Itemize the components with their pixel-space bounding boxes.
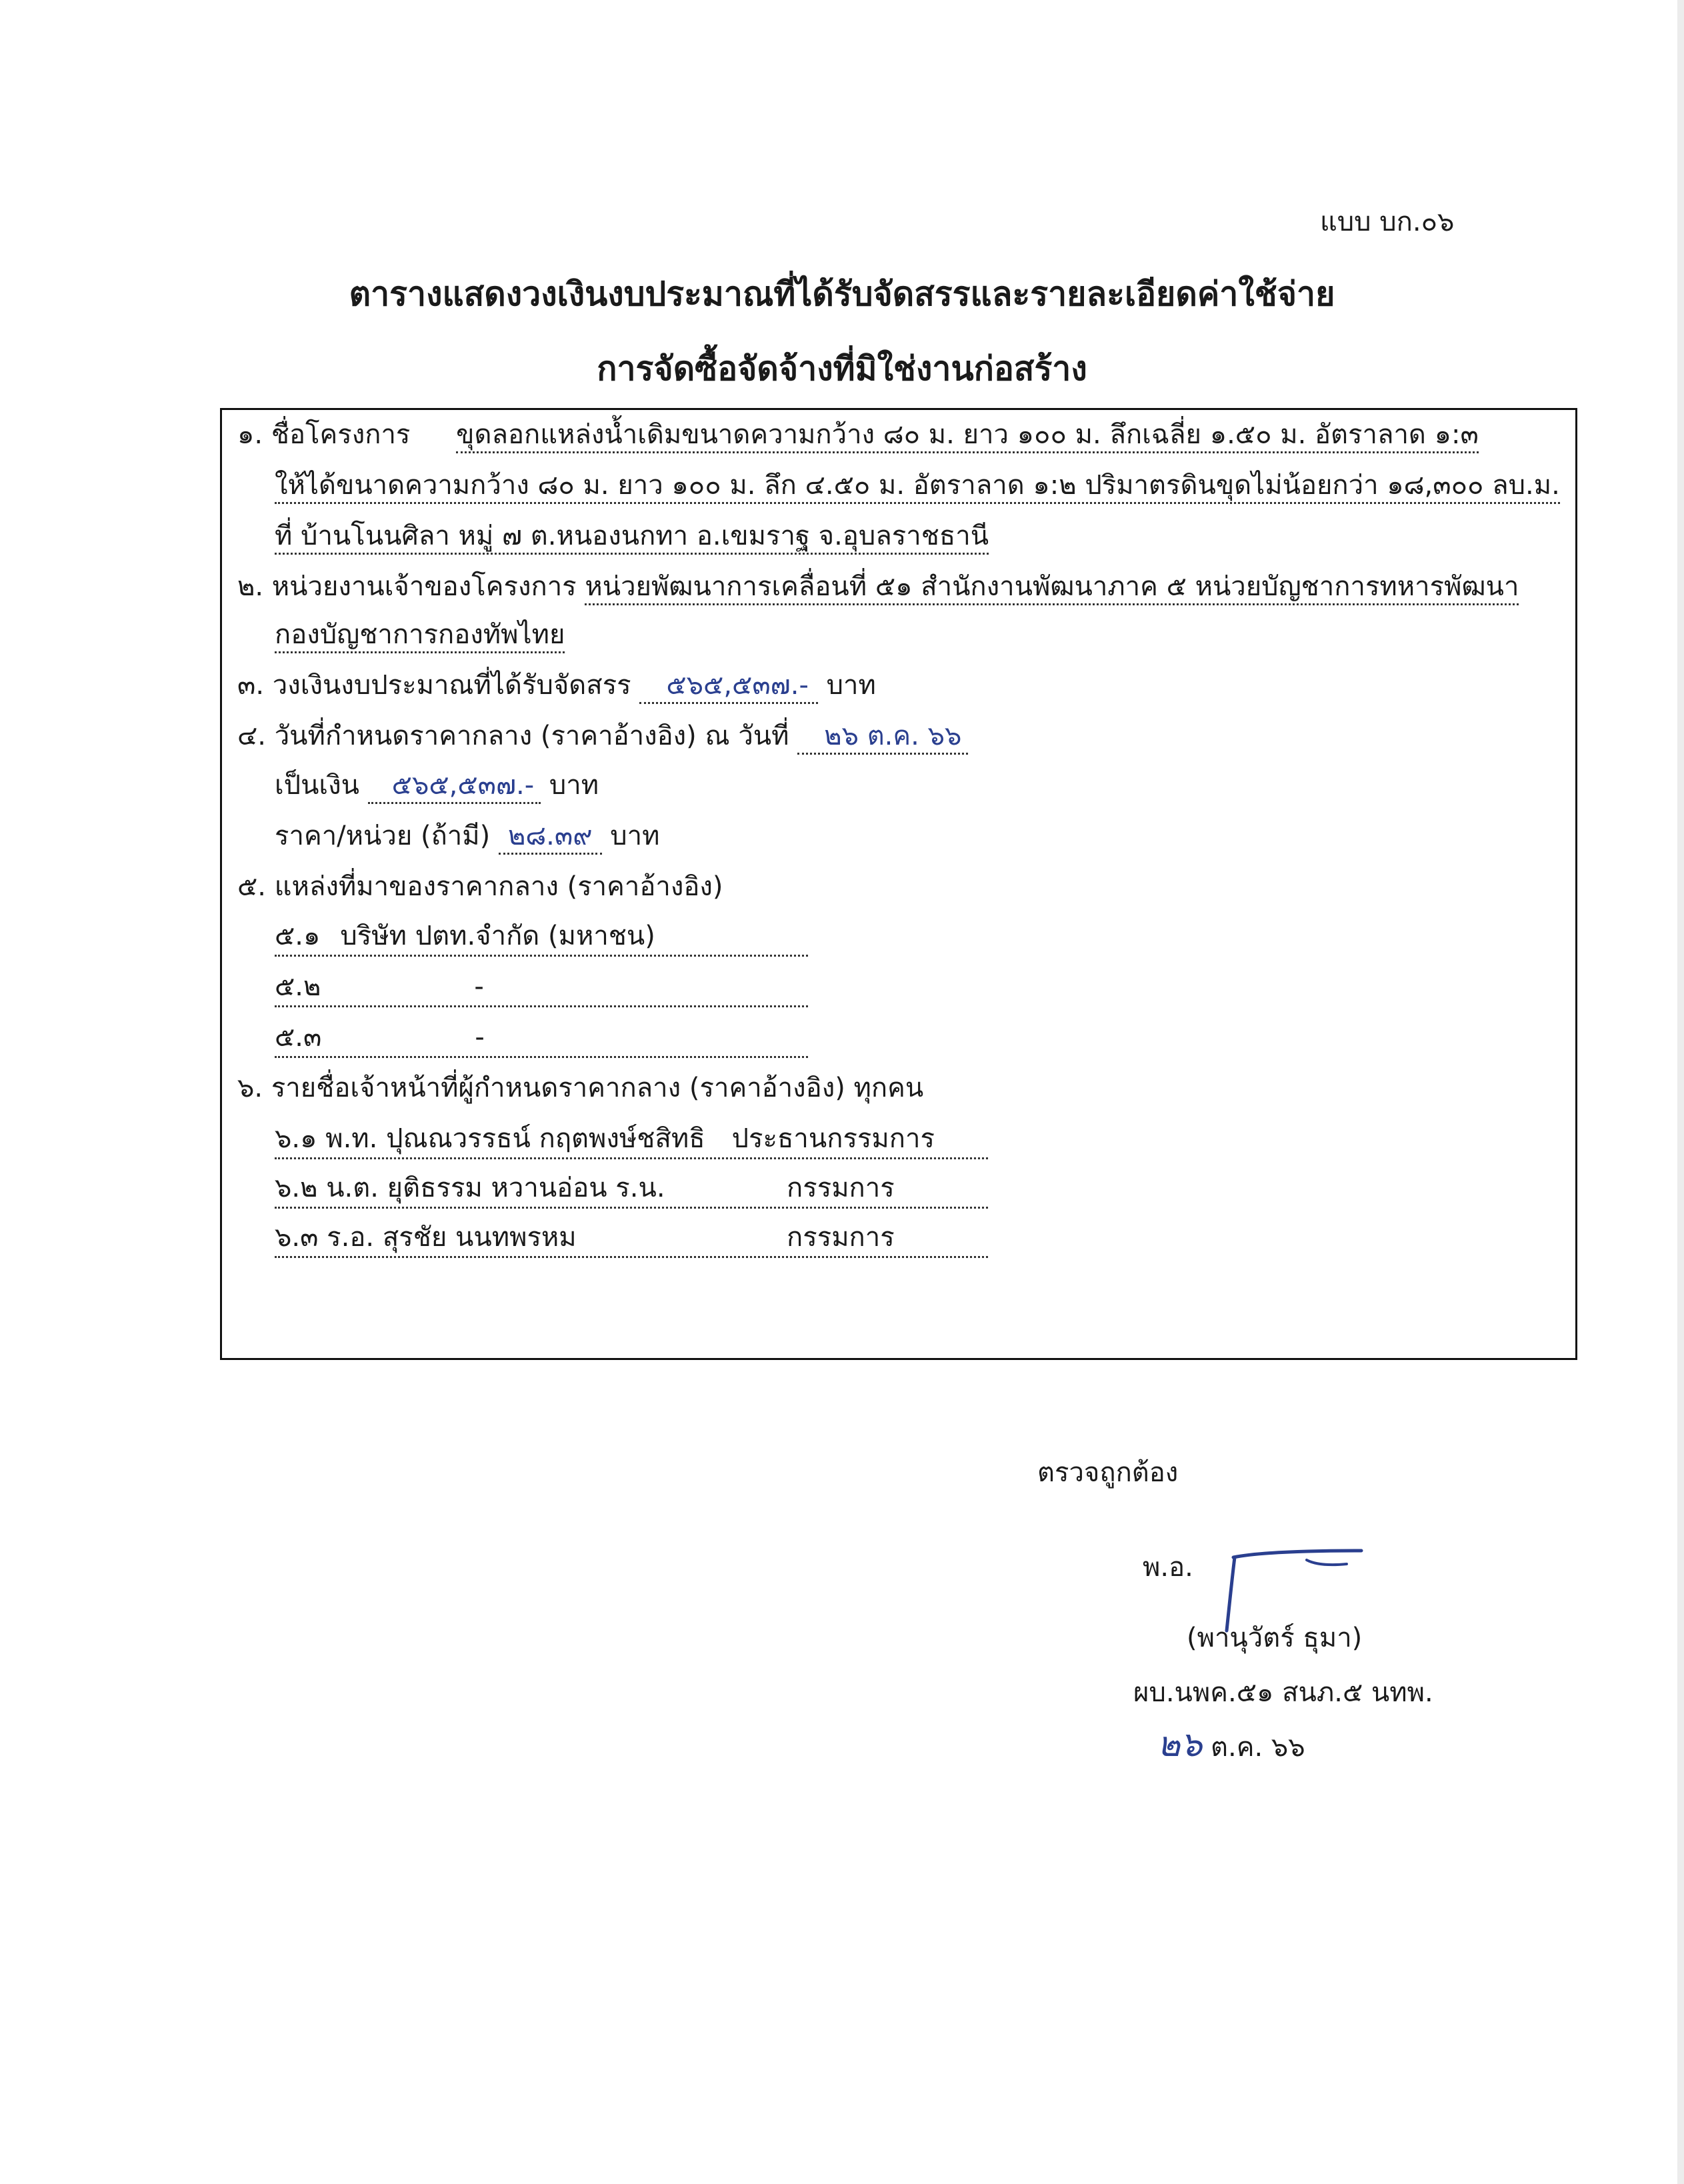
item2-label: ๒. หน่วยงานเจ้าของโครงการ [237, 571, 577, 602]
item4-unit-price-unit: บาท [610, 821, 660, 851]
item6-member-2 [275, 1169, 988, 1209]
item2-row2 [275, 616, 565, 653]
item4-row1 [237, 717, 968, 755]
item5-label: ๕. แหล่งที่มาของราคากลาง (ราคาอ้างอิง) [237, 871, 723, 902]
source-2-num: ๕.๒ [275, 971, 321, 1002]
signer-position: ผบ.นพค.๕๑ สนภ.๕ นทพ. [1133, 1677, 1433, 1708]
item3-unit: บาท [826, 670, 876, 701]
item6-member-3 [275, 1219, 988, 1258]
signer-rank: พ.อ. [1143, 1552, 1193, 1583]
document-title-line1: ตารางแสดงวงเงินงบประมาณที่ได้รับจัดสรรและรายละเอียดค่าใช้จ่าย [349, 275, 1335, 313]
item2-line2: กองบัญชาการกองทัพไทย [275, 619, 565, 653]
item1-row2 [275, 467, 1560, 504]
source-3-num: ๕.๓ [275, 1022, 322, 1053]
item3-label: ๓. วงเงินงบประมาณที่ได้รับจัดสรร [237, 670, 631, 701]
signoff-date-day: ๒๖ [1157, 1725, 1203, 1765]
member-2-name: น.ต. ยุติธรรม หวานอ่อน ร.น. [326, 1173, 665, 1203]
item1-label: ๑. ชื่อโครงการ [237, 419, 411, 450]
item4-unit-price: ๒๘.๓๙ [499, 821, 602, 855]
member-3-num: ๖.๓ [275, 1222, 319, 1253]
signoff-date [1157, 1716, 1305, 1771]
document-title-line2: การจัดซื้อจัดจ้างที่มิใช่งานก่อสร้าง [597, 349, 1087, 388]
signer-name: (พานุวัตร์ ธุมา) [1187, 1623, 1363, 1653]
item1-row1 [237, 416, 1479, 453]
member-3-name: ร.อ. สุรชัย นนทพรหม [327, 1222, 577, 1253]
item6-member-1 [275, 1120, 988, 1159]
member-2-role: กรรมการ [787, 1173, 895, 1203]
item4-row3 [275, 817, 659, 855]
member-2-num: ๖.๒ [275, 1173, 318, 1203]
item2-row1 [237, 568, 1519, 605]
item1-row3 [275, 517, 989, 555]
page-edge [1677, 0, 1684, 2184]
item4-unit-price-label: ราคา/หน่วย (ถ้ามี) [275, 821, 491, 851]
item4-row2 [275, 767, 599, 804]
item2-line1: หน่วยพัฒนาการเคลื่อนที่ ๕๑ สำนักงานพัฒนาภาค ๕ หน่วยบัญชาการทหารพัฒนา [585, 571, 1519, 605]
item4-label: ๔. วันที่กำหนดราคากลาง (ราคาอ้างอิง) ณ วันที่ [237, 721, 789, 751]
item5-source-1 [275, 917, 808, 957]
source-1-num: ๕.๑ [275, 921, 321, 951]
form-code: แบบ บก.๐๖ [1320, 207, 1455, 237]
item5-source-2 [275, 968, 808, 1007]
item1-line1: ขุดลอกแหล่งน้ำเดิมขนาดความกว้าง ๘๐ ม. ยาว ๑๐๐ ม. ลึกเฉลี่ย ๑.๕๐ ม. อัตราลาด ๑:๓ [456, 419, 1479, 453]
member-1-role: ประธานกรรมการ [731, 1123, 935, 1154]
item4-amount-unit: บาท [549, 770, 599, 801]
item5-row [237, 868, 723, 905]
verified-label: ตรวจถูกต้อง [1037, 1457, 1179, 1488]
item5-source-3 [275, 1019, 808, 1058]
source-3-text: - [475, 1022, 485, 1053]
item3-value: ๕๖๕,๕๓๗.- [639, 670, 818, 704]
source-2-text: - [474, 971, 484, 1002]
item6-label: ๖. รายชื่อเจ้าหน้าที่ผู้กำหนดราคากลาง (ราคาอ้างอิง) ทุกคน [237, 1073, 924, 1103]
item1-line3: ที่ บ้านโนนศิลา หมู่ ๗ ต.หนองนกทา อ.เขมราฐ จ.อุบลราชธานี [275, 521, 989, 555]
item1-line2: ให้ได้ขนาดความกว้าง ๘๐ ม. ยาว ๑๐๐ ม. ลึก ๔.๕๐ ม. อัตราลาด ๑:๒ ปริมาตรดินขุดไม่น้อยกว่า ๑๘,๓๐๐ ลบ.ม. [275, 470, 1560, 504]
item4-amount-label: เป็นเงิน [275, 770, 359, 801]
signoff-date-rest: ต.ค. ๖๖ [1211, 1732, 1305, 1763]
member-1-num: ๖.๑ [275, 1123, 317, 1154]
source-1-text: บริษัท ปตท.จำกัด (มหาชน) [340, 921, 655, 951]
item4-date: ๒๖ ต.ค. ๖๖ [797, 721, 968, 755]
member-1-name: พ.ท. ปุณณวรรธน์ กฤตพงษ์ชสิทธิ [325, 1123, 705, 1154]
item4-amount: ๕๖๕,๕๓๗.- [368, 770, 541, 804]
member-3-role: กรรมการ [787, 1222, 895, 1253]
item6-row [237, 1069, 923, 1107]
item3-row [237, 667, 876, 704]
